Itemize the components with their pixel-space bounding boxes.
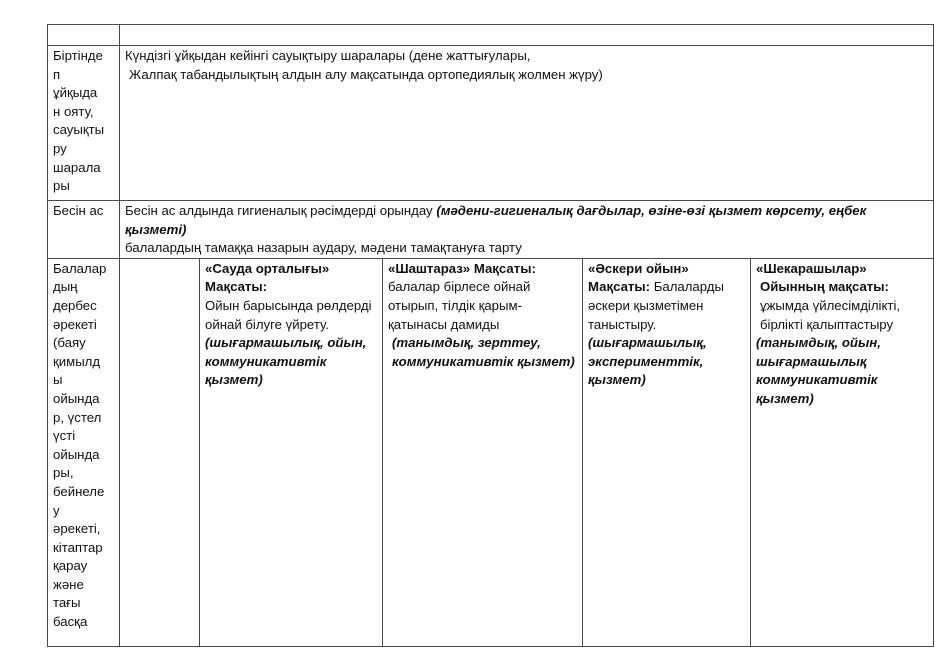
wake-label-line: сауықты xyxy=(53,122,105,138)
wake-label-line: н ояту, xyxy=(53,103,94,119)
activity-label-line: р, үстел xyxy=(53,409,102,425)
lunch-label: Бесін ас xyxy=(53,203,104,218)
activity-label-line: бейнеле xyxy=(53,483,105,499)
activity-label-line: және xyxy=(53,576,84,592)
game-cell-hairdresser xyxy=(383,258,583,646)
activity-blank-cell xyxy=(120,258,200,646)
table-row-lunch xyxy=(48,201,934,259)
activity-label-line: (баяу xyxy=(53,335,86,351)
wake-label-line: п xyxy=(53,66,61,82)
game-goal-label: Мақсаты: xyxy=(588,279,651,295)
activity-label-line: ойында xyxy=(53,446,100,462)
wake-activity-text: Жалпақ табандылықтың алдын алу мақсатында ортопедиялық жолмен жүру) xyxy=(129,66,603,82)
schedule-sheet xyxy=(47,24,933,647)
game-goal-inline: Балаларды xyxy=(653,279,724,295)
game-goal-text: Ойын барысында рөлдерді ойнай білуге үйрету. xyxy=(205,297,372,332)
activity-label-line: қарау xyxy=(53,558,88,574)
game-activity-types: (танымдық, ойын, шығармашылық коммуникативтік қызмет) xyxy=(756,335,881,406)
table-row-empty xyxy=(48,25,934,46)
daily-plan-table xyxy=(47,24,934,647)
activity-label-line: у xyxy=(53,502,60,518)
wake-content-cell xyxy=(120,46,934,201)
lunch-content-cell xyxy=(120,201,934,259)
wake-label-line: ру xyxy=(53,140,67,156)
table-row-activity xyxy=(48,258,934,646)
game-title: «Сауда орталығы» xyxy=(205,260,330,276)
game-cell-military xyxy=(583,258,751,646)
activity-label-line: кітаптар xyxy=(53,539,103,555)
wake-activity-text: Күндізгі ұйқыдан кейінгі сауықтыру шаралары (дене жаттығулары, xyxy=(125,48,531,63)
game-goal-text: балалар бірлесе ойнай отырып, тілдік қарым-қатынасы дамиды xyxy=(388,279,531,332)
game-title: «Шаштараз» xyxy=(388,260,471,276)
lunch-culture-text: балалардың тамаққа назарын аудару, мәдени тамақтануға тарту xyxy=(125,240,522,256)
game-title: «Шекарашылар» xyxy=(756,260,867,276)
game-goal-label: Ойынның мақсаты: xyxy=(760,279,889,295)
game-cell-border-guards xyxy=(751,258,934,646)
lunch-skills-note: (мәдени-гигиеналық дағдылар, өзіне-өзі қызмет көрсету, еңбек қызметі) xyxy=(125,203,867,237)
activity-label-line: ы xyxy=(53,372,63,388)
game-activity-types: (шығармашылық, эксперименттік, қызмет) xyxy=(588,335,707,388)
wake-label-line: Біртінде xyxy=(53,48,103,63)
game-goal-text: ұжымда үйлесімділікті, бірлікті қалыптастыру xyxy=(760,297,901,332)
wake-label-line: шарала xyxy=(53,159,101,175)
activity-label-line: дың xyxy=(53,279,78,295)
table-row-wake xyxy=(48,46,934,201)
lunch-hygiene-text: Бесін ас алдында гигиеналық рәсімдерді орындау xyxy=(125,203,437,218)
activity-label-line: ойында xyxy=(53,390,100,406)
activity-label-line: әрекеті xyxy=(53,316,97,332)
empty-label-cell xyxy=(48,25,120,46)
activity-label-cell xyxy=(48,258,120,646)
activity-label-line: үсті xyxy=(53,428,76,444)
empty-content-cell xyxy=(120,25,934,46)
activity-label-line: Балалар xyxy=(53,260,107,276)
activity-label-line: басқа xyxy=(53,614,88,630)
game-goal-label: Мақсаты: xyxy=(205,279,268,295)
wake-label-cell xyxy=(48,46,120,201)
game-goal-text: әскери қызметімен таныстыру. xyxy=(588,297,704,332)
game-activity-types: (шығармашылық, ойын, коммуникативтік қызмет) xyxy=(205,335,367,388)
wake-label-line: ұйқыда xyxy=(53,85,98,101)
activity-label-line: дербес xyxy=(53,297,97,313)
activity-label-line: қимылд xyxy=(53,353,101,369)
game-goal-label: Мақсаты: xyxy=(473,260,536,276)
activity-label-line: тағы xyxy=(53,595,81,611)
wake-label-line: ры xyxy=(53,178,70,194)
game-activity-types: (танымдық, зерттеу, коммуникативтік қызмет) xyxy=(392,335,575,369)
activity-label-line: әрекеті, xyxy=(53,521,101,537)
lunch-label-cell xyxy=(48,201,120,259)
game-title: «Әскери ойын» xyxy=(588,260,689,276)
game-cell-shopping-center xyxy=(200,258,383,646)
activity-label-line: ры, xyxy=(53,465,74,481)
